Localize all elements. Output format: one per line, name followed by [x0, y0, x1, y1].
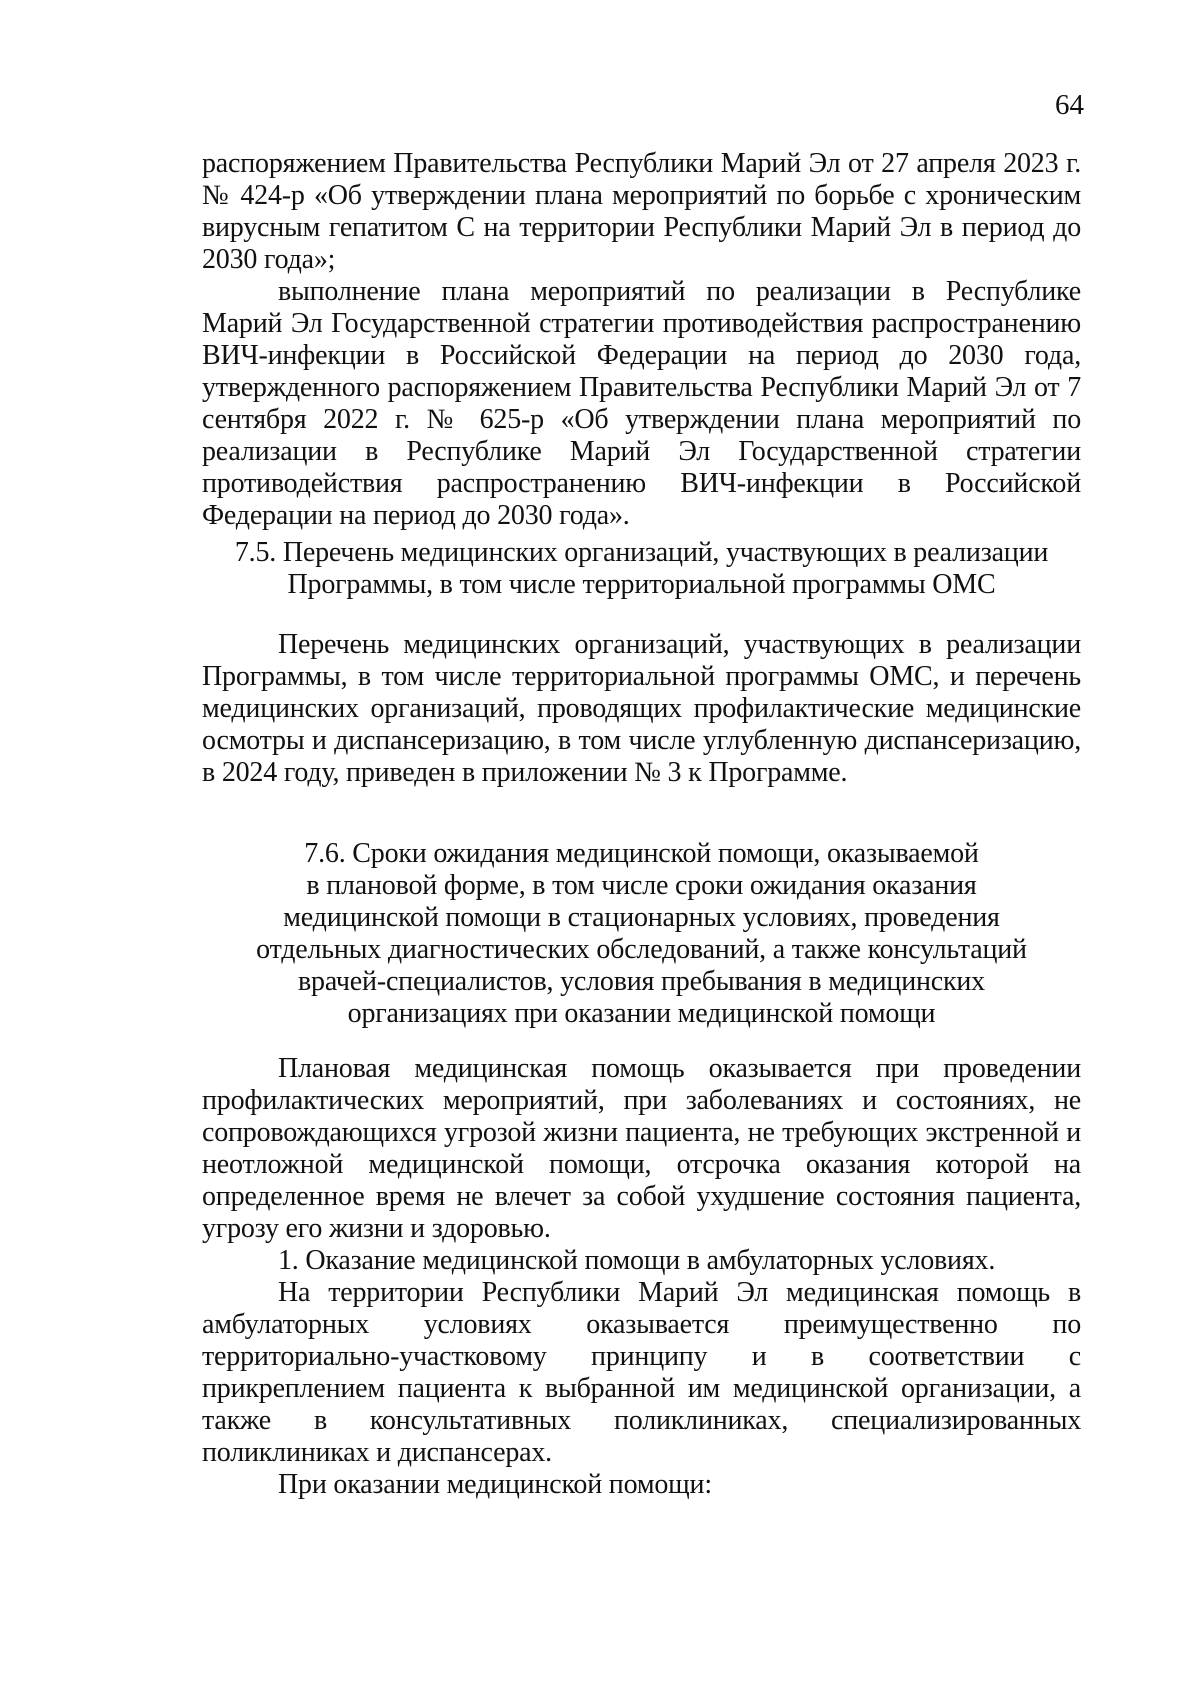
paragraph-outpatient-principle: На территории Республики Марий Эл медицинская помощь в амбулаторных условиях оказывается преимущественно по территориально-участковому принципу и в соответствии с прикреплением пациента к выбранной им медицинской организации, а также в консультативных поликлиниках, специализированных поликлиниках и диспансерах. [202, 1277, 1081, 1468]
heading-line: отдельных диагностических обследований, а также консультаций [256, 934, 1027, 965]
heading-line: 7.6. Сроки ожидания медицинской помощи, оказываемой [304, 838, 979, 869]
section-7-5-heading [202, 537, 1081, 601]
paragraph-planned-care: Плановая медицинская помощь оказывается при проведении профилактических мероприятий, при заболеваниях и состояниях, не сопровождающихся угрозой жизни пациента, не требующих экстренной и неотложной медицинской помощи, отсрочка оказания которой на определенное время не влечет за собой ухудшение состояния пациента, угрозу его жизни и здоровью. [202, 1053, 1081, 1244]
paragraph-organizations-list: Перечень медицинских организаций, участвующих в реализации Программы, в том числе территориальной программы ОМС, и перечень медицинских организаций, проводящих профилактические медицинские осмотры и диспансеризацию, в том числе углубленную диспансеризацию, в 2024 году, приведен в приложении № 3 к Программе. [202, 629, 1081, 788]
heading-line: организациях при оказании медицинской помощи [347, 998, 936, 1029]
heading-line: врачей-специалистов, условия пребывания в медицинских [298, 966, 985, 997]
paragraph-outpatient-title: 1. Оказание медицинской помощи в амбулаторных условиях. [278, 1245, 996, 1276]
heading-line: в плановой форме, в том числе сроки ожидания оказания [306, 870, 977, 901]
section-7-6-heading [202, 838, 1081, 1030]
heading-line: Программы, в том числе территориальной программы ОМС [287, 569, 996, 600]
paragraph-hiv-plan: выполнение плана мероприятий по реализации в Республике Марий Эл Государственной стратегии противодействия распространению ВИЧ-инфекции в Российской Федерации на период до 2030 года, утвержденного распоряжением Правительства Республики Марий Эл от 7 сентября 2022 г. № 625-р «Об утверждении плана мероприятий по реализации в Республике Марий Эл Государственной стратегии противодействия распространению ВИЧ-инфекции в Российской Федерации на период до 2030 года». [202, 276, 1081, 531]
paragraph-order-reference: распоряжением Правительства Республики Марий Эл от 27 апреля 2023 г. № 424-р «Об утверждении плана мероприятий по борьбе с хроническим вирусным гепатитом С на территории Республики Марий Эл в период до 2030 года»; [202, 148, 1081, 275]
intro-block [202, 148, 1081, 532]
heading-line: медицинской помощи в стационарных условиях, проведения [283, 902, 1000, 933]
heading-line: 7.5. Перечень медицинских организаций, участвующих в реализации [234, 537, 1049, 568]
paragraph-when-providing: При оказании медицинской помощи: [278, 1469, 712, 1500]
section-7-5-body [202, 629, 1081, 789]
section-7-6-body [202, 1053, 1081, 1501]
page-number: 64 [1055, 89, 1084, 121]
